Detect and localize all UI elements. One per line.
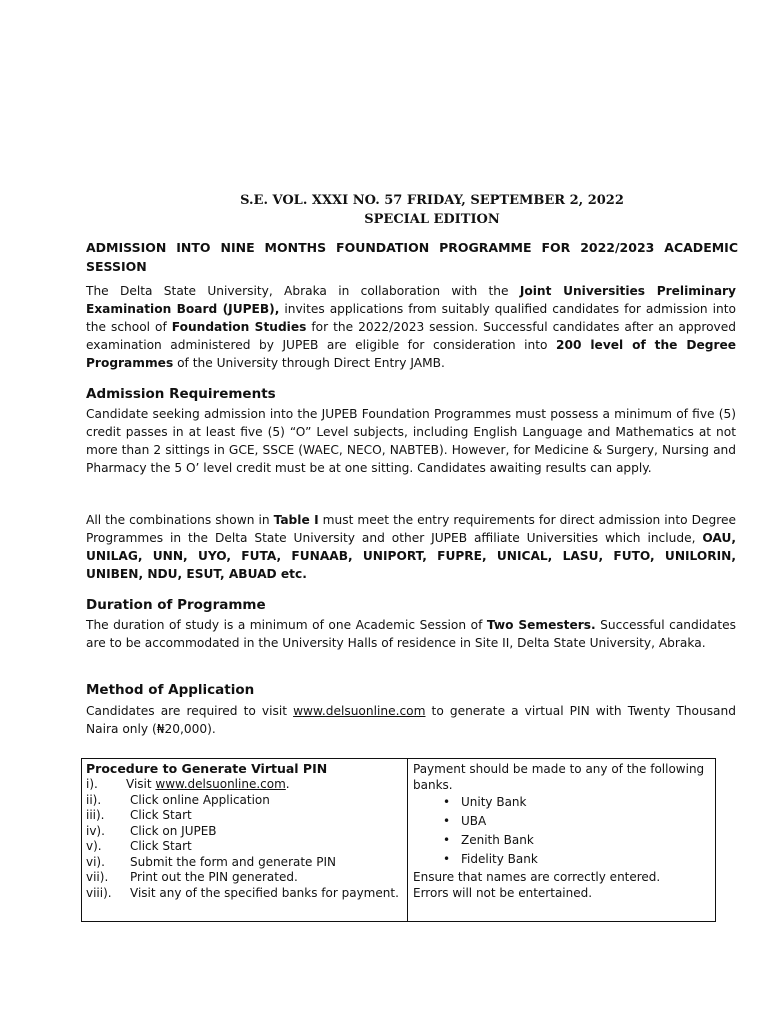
errors-note: Errors will not be entertained. — [413, 886, 593, 900]
step-text: Visit any of the specified banks for payment. — [130, 885, 399, 900]
bullet-icon: • — [443, 814, 451, 828]
bank-name: Zenith Bank — [461, 833, 534, 847]
procedure-step — [86, 839, 407, 855]
bank-list — [413, 793, 715, 869]
bullet-icon: • — [443, 833, 451, 847]
admission-paragraph: Candidate seeking admission into the JUPEB Foundation Programmes must possess a minimum of five (5) credit passes in at least five (5) “O” Level subjects, including English Language and Mathematics at not more than 2 sittings in GCE, SSCE (WAEC, NECO, NABTEB). However, for Medicine & Surgery, Nursing and Pharmacy the 5 O’ level credit must be at one sitting. Candidates awaiting results can apply. — [86, 407, 736, 475]
payment-intro: Payment should be made to any of the following banks. — [413, 762, 705, 792]
bank-item — [413, 850, 715, 869]
bank-item — [413, 812, 715, 831]
procedure-step — [86, 808, 407, 824]
procedure-step — [86, 793, 407, 809]
step-text: Print out the PIN generated. — [130, 870, 298, 884]
edition-header: SPECIAL EDITION — [364, 212, 500, 227]
step-number: iii). — [86, 808, 105, 822]
procedure-column — [82, 759, 408, 921]
procedure-step: i). Visit www.delsuonline.com. — [86, 777, 290, 791]
step-text: Click on JUPEB — [130, 823, 217, 838]
bank-name: Unity Bank — [461, 795, 527, 809]
bullet-icon: • — [443, 795, 451, 809]
step-number: vii). — [86, 870, 109, 884]
bank-item — [413, 793, 715, 812]
page-title: ADMISSION INTO NINE MONTHS FOUNDATION PROGRAMME FOR 2022/2023 ACADEMIC SESSION — [86, 240, 738, 274]
step-number: v). — [86, 839, 102, 853]
procedure-step — [86, 855, 407, 871]
intro-paragraph: The Delta State University, Abraka in collaboration with the Joint Universities Preliminary Examination Board (JUPEB), invites applications from suitably qualified candidates for admission into the school of Foundation Studies for the 2022/2023 session. Successful candidates after an approved examination administered by JUPEB are eligible for consideration into 200 level of the Degree Programmes of the University through Direct Entry JAMB. — [86, 284, 736, 370]
bank-item — [413, 831, 715, 850]
admission-heading: Admission Requirements — [86, 386, 276, 402]
step-number: viii). — [86, 885, 112, 900]
step-number: ii). — [86, 792, 102, 807]
bullet-icon: • — [443, 852, 451, 866]
combinations-paragraph: All the combinations shown in Table I must meet the entry requirements for direct admission into Degree Programmes in the Delta State University and other JUPEB affiliate Universities which include, OAU, UNILAG, UNN, UYO, FUTA, FUNAAB, UNIPORT, FUPRE, UNICAL, LASU, FUTO, UNILORIN, UNIBEN, NDU, ESUT, ABUAD etc. — [86, 513, 736, 581]
bank-name: UBA — [461, 814, 487, 828]
procedure-table — [81, 758, 716, 922]
payment-column — [408, 759, 715, 921]
step-text: Submit the form and generate PIN — [130, 854, 337, 869]
method-heading: Method of Application — [86, 682, 255, 698]
procedure-step — [86, 824, 407, 840]
step-text: Click Start — [130, 808, 192, 822]
names-note: Ensure that names are correctly entered. — [413, 870, 661, 884]
duration-heading: Duration of Programme — [86, 597, 266, 613]
step-number: iv). — [86, 823, 105, 838]
method-paragraph: Candidates are required to visit www.delsuonline.com to generate a virtual PIN with Twenty Thousand Naira only (₦20,000). — [86, 704, 736, 736]
delsuonline-link[interactable]: www.delsuonline.com — [293, 704, 426, 718]
procedure-steps — [86, 793, 407, 902]
step-text: Click Start — [130, 839, 192, 853]
procedure-step — [86, 886, 407, 902]
procedure-title: Procedure to Generate Virtual PIN — [86, 761, 328, 776]
step-number: vi). — [86, 854, 105, 869]
issue-header: S.E. VOL. XXXI NO. 57 FRIDAY, SEPTEMBER 2, 2022 — [240, 193, 624, 208]
step-text: Click online Application — [130, 792, 270, 807]
procedure-link[interactable]: www.delsuonline.com — [155, 777, 286, 791]
procedure-step — [86, 870, 407, 886]
bank-name: Fidelity Bank — [461, 852, 538, 866]
duration-paragraph: The duration of study is a minimum of one Academic Session of Two Semesters. Successful candidates are to be accommodated in the University Halls of residence in Site II, Delta State University, Abraka. — [86, 618, 736, 650]
